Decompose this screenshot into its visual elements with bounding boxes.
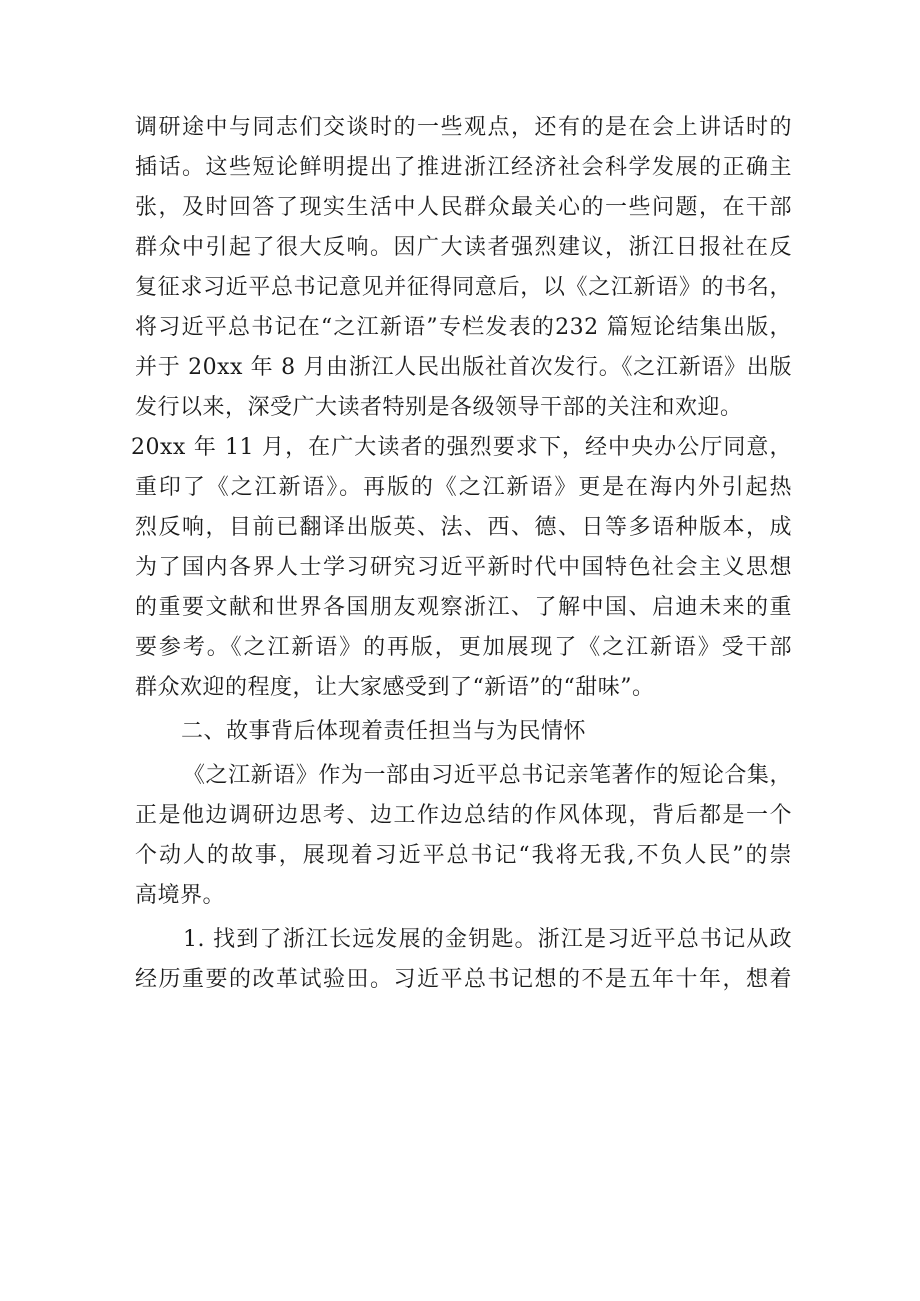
text-line: 1. 找到了浙江长远发展的金钥匙。浙江是习近平总书记从政 [183,927,792,952]
text-line: 要参考。《之江新语》的再版，更加展现了《之江新语》受干部 [135,635,792,660]
text-line: 将习近平总书记在“之江新语”专栏发表的232 篇短论结集出版， [135,315,792,340]
text-line: 的重要文献和世界各国朋友观察浙江、了解中国、启迪未来的重 [135,595,792,620]
text-line: 复征求习近平总书记意见并征得同意后，以《之江新语》的书名， [135,275,792,300]
text-line: 经历重要的改革试验田。习近平总书记想的不是五年十年，想着 [135,967,792,992]
text-line: 个动人的故事，展现着习近平总书记“我将无我,不负人民”的崇 [135,843,792,868]
text-line: 烈反响，目前已翻译出版英、法、西、德、日等多语种版本，成 [135,515,792,540]
text-line: 群众欢迎的程度，让大家感受到了“新语”的“甜味”。 [135,675,655,700]
text-line: 正是他边调研边思考、边工作边总结的作风体现，背后都是一个 [135,803,792,828]
text-line: 发行以来，深受广大读者特别是各级领导干部的关注和欢迎。 [135,395,743,420]
text-line: 调研途中与同志们交谈时的一些观点，还有的是在会上讲话时的 [135,115,792,140]
text-line: 张，及时回答了现实生活中人民群众最关心的一些问题，在干部 [135,195,792,220]
text-line: 并于 20xx 年 8 月由浙江人民出版社首次发行。《之江新语》出版 [135,355,792,380]
section-heading: 二、故事背后体现着责任担当与为民情怀 [181,719,587,744]
text-line: 重印了《之江新语》。再版的《之江新语》更是在海内外引起热 [135,475,792,500]
text-line: 为了国内各界人士学习研究习近平新时代中国特色社会主义思想 [135,555,792,580]
text-line: 高境界。 [135,883,226,908]
text-line: 插话。这些短论鲜明提出了推进浙江经济社会科学发展的正确主 [135,155,792,180]
text-line: 《之江新语》作为一部由习近平总书记亲笔著作的短论合集， [183,763,792,788]
text-line: 20xx 年 11 月，在广大读者的强烈要求下，经中央办公厅同意， [131,435,792,460]
text-line: 群众中引起了很大反响。因广大读者强烈建议，浙江日报社在反 [135,235,792,260]
